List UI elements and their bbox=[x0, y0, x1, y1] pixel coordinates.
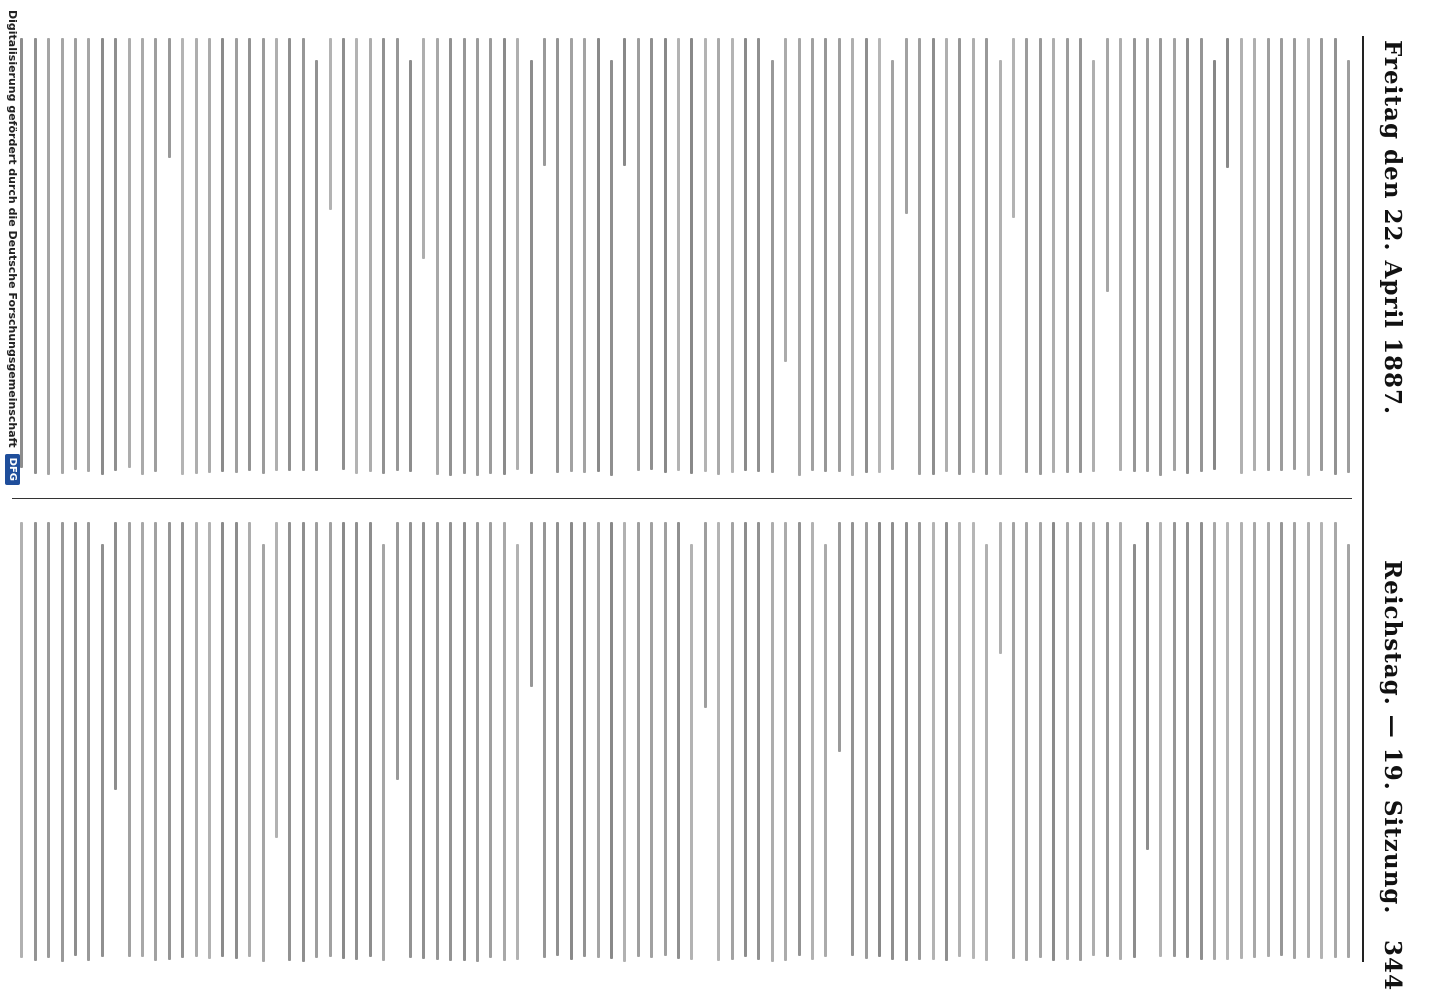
text-line bbox=[1347, 60, 1350, 473]
text-line bbox=[1320, 522, 1323, 959]
text-line bbox=[141, 522, 144, 957]
text-line bbox=[181, 522, 184, 958]
text-line bbox=[1240, 522, 1243, 959]
text-line bbox=[1025, 522, 1028, 961]
text-line bbox=[690, 544, 693, 960]
text-line bbox=[409, 522, 412, 958]
text-line bbox=[1280, 38, 1283, 471]
text-line bbox=[905, 38, 908, 214]
text-line bbox=[918, 522, 921, 960]
text-line bbox=[1119, 522, 1122, 960]
text-line bbox=[784, 522, 787, 961]
text-line bbox=[999, 522, 1002, 654]
text-line bbox=[221, 38, 224, 472]
text-line bbox=[1133, 38, 1136, 472]
text-line bbox=[1025, 38, 1028, 473]
text-line bbox=[1119, 38, 1122, 471]
text-line bbox=[288, 38, 291, 471]
text-line bbox=[677, 522, 680, 959]
text-line bbox=[101, 38, 104, 475]
text-line bbox=[1159, 522, 1162, 957]
text-line bbox=[744, 522, 747, 957]
text-line bbox=[1293, 522, 1296, 959]
text-line bbox=[141, 38, 144, 475]
column-divider bbox=[12, 498, 1352, 499]
text-line bbox=[905, 522, 908, 961]
text-line bbox=[1347, 544, 1350, 958]
text-line bbox=[757, 38, 760, 472]
text-line bbox=[878, 38, 881, 473]
text-line bbox=[396, 38, 399, 471]
text-line bbox=[1159, 38, 1162, 476]
text-line bbox=[275, 38, 278, 471]
text-line bbox=[87, 38, 90, 472]
text-line bbox=[838, 522, 841, 752]
digitization-credit bbox=[2, 10, 24, 485]
text-line bbox=[757, 522, 760, 960]
text-line bbox=[1280, 522, 1283, 956]
text-line bbox=[302, 522, 305, 962]
text-line bbox=[891, 522, 894, 960]
text-line bbox=[891, 60, 894, 470]
text-line bbox=[865, 38, 868, 473]
text-line bbox=[811, 38, 814, 471]
text-line bbox=[570, 522, 573, 960]
text-line bbox=[1320, 38, 1323, 471]
text-line bbox=[1066, 38, 1069, 473]
text-line bbox=[972, 38, 975, 473]
text-line bbox=[784, 38, 787, 362]
page-header bbox=[1344, 0, 1432, 1000]
text-line bbox=[315, 522, 318, 958]
text-line bbox=[945, 522, 948, 961]
text-line bbox=[918, 38, 921, 475]
header-session: Reichstag. — 19. Sitzung. bbox=[1379, 560, 1406, 915]
text-line bbox=[1226, 38, 1229, 168]
text-line bbox=[1079, 522, 1082, 961]
text-line bbox=[409, 60, 412, 472]
text-line bbox=[985, 544, 988, 961]
text-line bbox=[650, 522, 653, 958]
text-line bbox=[1200, 522, 1203, 960]
text-line bbox=[74, 522, 77, 956]
text-line bbox=[208, 522, 211, 959]
text-line bbox=[637, 522, 640, 957]
text-line bbox=[1146, 522, 1149, 850]
text-line bbox=[704, 522, 707, 708]
text-line bbox=[610, 60, 613, 476]
text-line bbox=[449, 522, 452, 961]
text-line bbox=[556, 522, 559, 956]
text-line bbox=[1066, 522, 1069, 960]
text-line bbox=[34, 38, 37, 474]
header-date: Freitag den 22. April 1887. bbox=[1379, 40, 1406, 416]
text-line bbox=[530, 522, 533, 687]
text-line bbox=[489, 38, 492, 474]
text-line bbox=[168, 38, 171, 158]
text-line bbox=[288, 522, 291, 961]
text-line bbox=[329, 38, 332, 210]
dfg-logo: DFG bbox=[6, 454, 21, 485]
text-line bbox=[1146, 38, 1149, 472]
text-line bbox=[597, 38, 600, 472]
text-line bbox=[811, 522, 814, 960]
text-line bbox=[315, 60, 318, 471]
text-line bbox=[583, 38, 586, 473]
text-line bbox=[422, 38, 425, 259]
text-line bbox=[1307, 38, 1310, 476]
text-line bbox=[771, 60, 774, 473]
text-line bbox=[851, 522, 854, 956]
text-line bbox=[1334, 38, 1337, 475]
text-line bbox=[516, 38, 519, 470]
text-line bbox=[623, 522, 626, 962]
text-line bbox=[1253, 522, 1256, 958]
text-line bbox=[570, 38, 573, 472]
text-line bbox=[1267, 38, 1270, 471]
text-line bbox=[597, 522, 600, 958]
text-line bbox=[1186, 38, 1189, 474]
text-line bbox=[731, 38, 734, 473]
text-line bbox=[449, 38, 452, 476]
text-line bbox=[1226, 522, 1229, 960]
text-line bbox=[731, 522, 734, 960]
text-line bbox=[824, 38, 827, 472]
text-line bbox=[1186, 522, 1189, 958]
text-line bbox=[1293, 38, 1296, 470]
text-line bbox=[1213, 60, 1216, 470]
text-line bbox=[329, 522, 332, 957]
text-line bbox=[476, 522, 479, 962]
header-rule bbox=[1362, 36, 1364, 962]
text-line bbox=[47, 38, 50, 475]
text-line bbox=[985, 38, 988, 475]
text-line bbox=[355, 522, 358, 960]
text-line bbox=[1106, 38, 1109, 292]
text-line bbox=[262, 544, 265, 962]
text-line bbox=[932, 522, 935, 960]
text-line bbox=[342, 38, 345, 470]
text-line bbox=[114, 38, 117, 471]
text-line bbox=[1039, 38, 1042, 475]
text-line bbox=[798, 522, 801, 956]
text-column-left bbox=[12, 38, 1352, 476]
text-line bbox=[74, 38, 77, 470]
text-line bbox=[382, 544, 385, 961]
text-line bbox=[1106, 522, 1109, 957]
text-line bbox=[154, 38, 157, 472]
text-line bbox=[262, 38, 265, 474]
text-line bbox=[114, 522, 117, 790]
text-line bbox=[958, 522, 961, 957]
text-line bbox=[503, 522, 506, 961]
text-line bbox=[583, 522, 586, 957]
text-line bbox=[798, 38, 801, 476]
text-line bbox=[958, 38, 961, 475]
text-line bbox=[664, 522, 667, 956]
text-line bbox=[865, 522, 868, 959]
text-line bbox=[1240, 38, 1243, 474]
text-line bbox=[637, 38, 640, 471]
text-line bbox=[154, 522, 157, 961]
text-line bbox=[1052, 38, 1055, 473]
text-line bbox=[664, 38, 667, 473]
text-line bbox=[530, 60, 533, 474]
text-line bbox=[1092, 522, 1095, 956]
text-column-right bbox=[12, 522, 1352, 962]
text-line bbox=[1173, 522, 1176, 957]
text-line bbox=[168, 522, 171, 960]
text-line bbox=[677, 38, 680, 471]
page-number: 344 bbox=[1379, 940, 1406, 992]
text-line bbox=[463, 38, 466, 474]
text-line bbox=[1200, 38, 1203, 472]
text-line bbox=[1052, 522, 1055, 961]
text-line bbox=[1307, 522, 1310, 958]
text-line bbox=[717, 38, 720, 475]
text-line bbox=[556, 38, 559, 473]
text-line bbox=[101, 544, 104, 957]
text-line bbox=[1012, 38, 1015, 218]
text-line bbox=[1253, 38, 1256, 471]
text-line bbox=[610, 522, 613, 959]
text-line bbox=[972, 522, 975, 959]
text-line bbox=[436, 38, 439, 475]
text-line bbox=[690, 38, 693, 474]
text-line bbox=[87, 522, 90, 961]
text-line bbox=[1092, 60, 1095, 472]
text-line bbox=[369, 38, 372, 472]
text-line bbox=[422, 522, 425, 959]
text-line bbox=[503, 38, 506, 475]
text-line bbox=[235, 38, 238, 473]
text-line bbox=[516, 544, 519, 960]
text-line bbox=[932, 38, 935, 475]
text-line bbox=[128, 522, 131, 957]
text-line bbox=[342, 522, 345, 959]
text-line bbox=[945, 38, 948, 472]
text-line bbox=[396, 522, 399, 780]
text-line bbox=[275, 522, 278, 838]
text-line bbox=[543, 522, 546, 958]
text-line bbox=[851, 38, 854, 476]
text-line bbox=[476, 38, 479, 476]
text-line bbox=[771, 522, 774, 962]
text-line bbox=[824, 544, 827, 957]
text-line bbox=[128, 38, 131, 468]
text-line bbox=[999, 60, 1002, 475]
text-line bbox=[717, 522, 720, 961]
text-line bbox=[1213, 522, 1216, 960]
text-line bbox=[623, 38, 626, 166]
text-line bbox=[489, 522, 492, 958]
text-line bbox=[744, 38, 747, 471]
text-line bbox=[1079, 38, 1082, 473]
text-line bbox=[1012, 522, 1015, 959]
text-line bbox=[1039, 522, 1042, 958]
text-line bbox=[838, 38, 841, 472]
text-line bbox=[1133, 544, 1136, 958]
text-line bbox=[248, 38, 251, 471]
text-line bbox=[181, 38, 184, 475]
text-line bbox=[195, 522, 198, 957]
text-line bbox=[1267, 522, 1270, 957]
text-line bbox=[61, 522, 64, 962]
text-line bbox=[543, 38, 546, 166]
credit-text: Digitalisierung gefördert durch die Deutsche Forschungsgemeinschaft bbox=[6, 10, 20, 448]
text-line bbox=[1173, 38, 1176, 471]
text-line bbox=[1334, 522, 1337, 958]
text-line bbox=[878, 522, 881, 957]
text-line bbox=[704, 38, 707, 472]
text-line bbox=[61, 38, 64, 474]
text-line bbox=[369, 522, 372, 957]
text-line bbox=[248, 522, 251, 957]
text-line bbox=[302, 38, 305, 471]
text-line bbox=[47, 522, 50, 958]
text-line bbox=[195, 38, 198, 474]
text-line bbox=[382, 38, 385, 474]
text-line bbox=[650, 38, 653, 470]
text-line bbox=[355, 38, 358, 474]
text-line bbox=[34, 522, 37, 961]
text-line bbox=[20, 522, 23, 958]
text-line bbox=[208, 38, 211, 473]
text-line bbox=[235, 522, 238, 959]
text-line bbox=[436, 522, 439, 960]
text-line bbox=[463, 522, 466, 961]
text-line bbox=[221, 522, 224, 957]
